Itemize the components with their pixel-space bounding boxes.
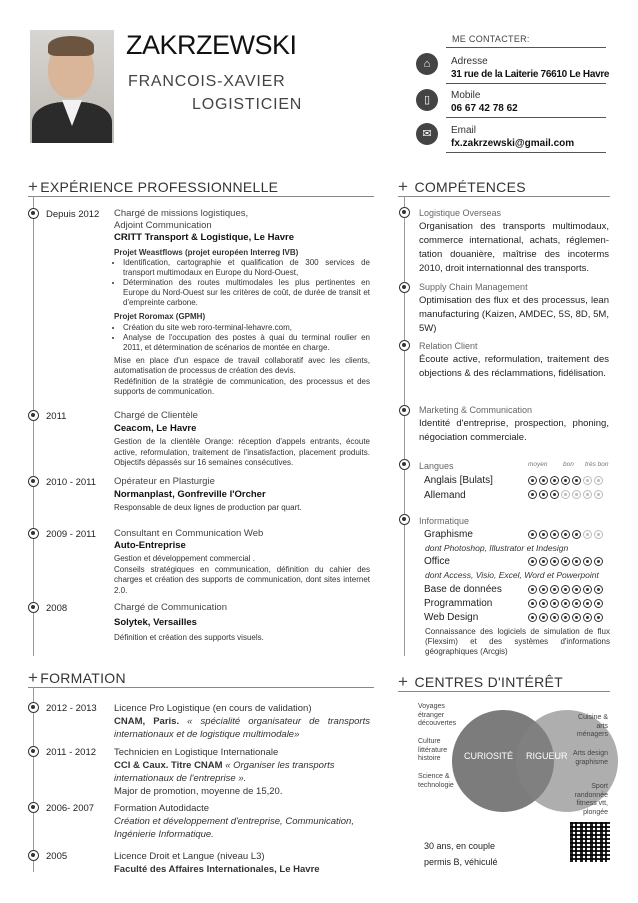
it-note: dont Photoshop, Illustrator et Indesign	[425, 543, 569, 553]
rating-dot	[583, 476, 592, 485]
rating-dot	[550, 490, 559, 499]
rating-dot	[539, 490, 548, 499]
address-label: Adresse	[451, 56, 488, 67]
rating-dot	[572, 599, 581, 608]
email-value[interactable]: fx.zakrzewski@gmail.com	[451, 138, 575, 149]
scale-label-bon: bon	[563, 461, 574, 468]
section-title-skills: + COMPÉTENCES	[398, 177, 526, 196]
rating-dot	[583, 530, 592, 539]
venn-label-rigueur: RIGUEUR	[526, 751, 568, 761]
experience-desc: Responsable de deux lignes de production par quart.	[114, 503, 302, 512]
rating-dot	[561, 476, 570, 485]
rating-dot	[528, 530, 537, 539]
experience-company: Solytek, Versailles	[114, 616, 197, 628]
it-skill-name: Programmation	[424, 598, 493, 609]
rating-dot	[572, 476, 581, 485]
rating-dot	[539, 557, 548, 566]
personal-info: permis B, véhiculé	[424, 857, 498, 867]
rating-dots	[528, 599, 603, 609]
rating-dot	[550, 476, 559, 485]
rating-dot	[528, 490, 537, 499]
education-detail: « spécialité organisateur de transports internationaux et de logistique multimodale»	[114, 716, 370, 740]
experience-desc: Gestion et développement commercial .	[114, 554, 255, 563]
rating-dot	[528, 599, 537, 608]
rating-dot	[550, 613, 559, 622]
skill-entry	[419, 341, 609, 381]
rating-dot	[594, 557, 603, 566]
skill-title: Logistique Overseas	[419, 208, 502, 218]
rating-dot	[594, 476, 603, 485]
section-title-experience: + EXPÉRIENCE PROFESSIONNELLE	[28, 177, 279, 196]
rating-dot	[528, 557, 537, 566]
experience-date: Depuis 2012	[46, 209, 100, 220]
experience-company: CRITT Transport & Logistique, Le Havre	[114, 232, 294, 243]
it-skill-name: Graphisme	[424, 529, 473, 540]
timeline-dot	[399, 282, 410, 293]
skill-desc: Écoute active, reformulation, traitement des objections & des réclammations, fidélisation.	[419, 354, 609, 379]
email-label: Email	[451, 125, 477, 136]
it-skill-name: Office	[424, 556, 450, 567]
skill-title: Marketing & Communication	[419, 405, 533, 415]
it-skill-name: Web Design	[424, 612, 479, 623]
rating-dot	[561, 599, 570, 608]
divider	[28, 196, 374, 197]
project-title: Projet Weastflows (projet européen Interreg IVB)	[114, 247, 299, 257]
interest-text: Culture littérature histoire	[418, 738, 448, 762]
rating-dot	[550, 557, 559, 566]
home-icon: ⌂	[416, 53, 438, 75]
education-note: Major de promotion, moyenne de 15,20.	[114, 786, 283, 797]
timeline-line	[33, 196, 34, 656]
interest-text: Sport randonnée fitness vtt, plongée	[574, 783, 608, 816]
experience-desc: Redéfinition de la stratégie de communication, des processus et des supports de communication.	[114, 376, 370, 396]
education-degree: Technicien en Logistique Internationale	[114, 747, 279, 758]
skill-entry	[419, 208, 609, 276]
divider	[446, 83, 606, 84]
project-title: Projet Roromax (GPMH)	[114, 312, 206, 321]
divider	[446, 117, 606, 118]
language-name: Anglais [Bulats]	[424, 475, 493, 486]
timeline-dot	[28, 746, 39, 757]
rating-dot	[572, 613, 581, 622]
profile-photo	[30, 30, 114, 143]
education-detail: Création et développement d'entreprise, Communication, Ingénierie Informatique.	[114, 816, 354, 840]
list-item: • Analyse de l'occupation des postes à quai du terminal roulier en 2011, et détermination de scénarios de montée en charge.	[123, 333, 370, 353]
timeline-dot	[399, 340, 410, 351]
education-date: 2005	[46, 851, 68, 862]
skill-title: Supply Chain Management	[419, 282, 528, 292]
rating-dot	[528, 476, 537, 485]
rating-dot	[550, 585, 559, 594]
personal-info: 30 ans, en couple	[424, 841, 496, 851]
rating-dot	[561, 557, 570, 566]
it-note: dont Access, Visio, Excel, Word et Powerpoint	[425, 570, 599, 580]
experience-entry	[114, 410, 370, 469]
rating-dot	[528, 613, 537, 622]
venn-label-curiosite: CURIOSITÉ	[464, 751, 514, 761]
mobile-label: Mobile	[451, 90, 481, 101]
experience-desc: Définition et création des supports visuels.	[114, 633, 264, 642]
education-date: 2012 - 2013	[46, 703, 97, 714]
education-degree: Formation Autodidacte	[114, 803, 210, 814]
experience-entry	[114, 476, 370, 514]
interest-text: Science & technologie	[418, 773, 454, 789]
experience-desc: Mise en place d'un espace de travail collaboratif avec les clients, automatisation de processus de création des devis.	[114, 355, 370, 375]
scale-label-moyen: moyen	[528, 461, 548, 468]
rating-dot	[539, 476, 548, 485]
rating-dots	[528, 490, 603, 500]
divider	[446, 152, 606, 153]
address-value: 31 rue de la Laiterie 76610 Le Havre	[451, 69, 610, 80]
education-school: CCI & Caux. Titre CNAM	[114, 760, 223, 771]
experience-date: 2011	[46, 411, 67, 422]
divider	[398, 691, 610, 692]
rating-dot	[572, 530, 581, 539]
rating-dots	[528, 557, 603, 567]
skill-desc: Optimisation des flux et des processus, lean manufacturing (Kaizen, AMDEC, 5S, 8D, 5M, 5W)	[419, 295, 609, 334]
list-item[interactable]: • Création du site web roro-terminal-lehavre.com,	[123, 323, 370, 333]
timeline-dot	[28, 528, 39, 539]
timeline-dot	[399, 459, 410, 470]
job-title: LOGISTICIEN	[192, 96, 303, 113]
it-title: Informatique	[419, 516, 470, 526]
mobile-value[interactable]: 06 67 42 78 62	[451, 103, 518, 114]
languages-title: Langues	[419, 461, 454, 471]
education-detail: « Organiser les transports internationaux de l'entreprise ».	[114, 760, 335, 784]
education-degree: Licence Pro Logistique (en cours de validation)	[114, 703, 312, 714]
it-skill-name: Base de données	[424, 584, 502, 595]
rating-dot	[594, 599, 603, 608]
section-title-education: + FORMATION	[28, 668, 126, 687]
rating-dot	[550, 530, 559, 539]
rating-dots	[528, 613, 603, 623]
rating-dot	[539, 613, 548, 622]
interest-text: Arts design graphisme	[572, 750, 608, 766]
experience-entry	[114, 208, 370, 398]
divider	[398, 196, 610, 197]
language-name: Allemand	[424, 490, 466, 501]
timeline-dot	[28, 702, 39, 713]
rating-dot	[561, 490, 570, 499]
list-item: • Identification, cartographie et qualification de 300 services de transport multimodaux en Europe du Nord-Ouest,	[123, 258, 370, 278]
experience-entry	[114, 528, 370, 596]
rating-dot	[583, 599, 592, 608]
education-entry	[114, 746, 370, 798]
mobile-phone-icon: ▯	[416, 89, 438, 111]
rating-dot	[583, 490, 592, 499]
education-entry	[114, 702, 370, 741]
education-entry	[114, 802, 370, 841]
divider	[28, 687, 374, 688]
rating-dots	[528, 530, 603, 540]
experience-company: Normanplast, Gonfreville l'Orcher	[114, 488, 266, 500]
experience-role: Chargé de missions logistiques,	[114, 208, 249, 219]
experience-date: 2010 - 2011	[46, 477, 97, 488]
rating-dot	[539, 585, 548, 594]
rating-dot	[583, 613, 592, 622]
rating-dot	[583, 585, 592, 594]
it-note: Connaissance des logiciels de simulation de flux (Flexsim) et des systèmes d'informations géographiques (Arcgis)	[425, 627, 610, 656]
interest-text: Cuisine & arts ménagers	[576, 714, 608, 738]
first-name: FRANCOIS-XAVIER	[128, 73, 286, 90]
experience-desc: Conseils stratégiques en communication, définition du cahier des charges et création des supports de communication, dont sites internet 2.0.	[114, 564, 370, 595]
education-date: 2006- 2007	[46, 803, 95, 814]
experience-role: Adjoint Communication	[114, 219, 212, 231]
rating-dot	[583, 557, 592, 566]
timeline-line	[33, 687, 34, 872]
skill-entry	[419, 282, 609, 336]
education-entry	[114, 850, 370, 876]
rating-dot	[594, 530, 603, 539]
rating-dot	[594, 585, 603, 594]
timeline-dot	[28, 802, 39, 813]
rating-dot	[561, 585, 570, 594]
rating-dot	[561, 530, 570, 539]
experience-company: Ceacom, Le Havre	[114, 422, 197, 434]
rating-dot	[572, 557, 581, 566]
list-item: • Détermination des routes multimodales les plus pertinentes en Europe du Nord-Ouest sur les critères de coût, de durée de transit et d'empreinte carbone.	[123, 278, 370, 308]
rating-dot	[539, 530, 548, 539]
timeline-dot	[399, 514, 410, 525]
contact-heading: ME CONTACTER:	[452, 34, 530, 44]
scale-label-tres-bon: très bon	[585, 461, 609, 468]
education-date: 2011 - 2012	[46, 747, 97, 758]
experience-role: Consultant en Communication Web	[114, 528, 264, 539]
rating-dot	[528, 585, 537, 594]
experience-desc: Gestion de la clientèle Orange: réception d'appels entrants, écoute active, reformulation, traitement de l'insatisfaction, placement produits. Objectifs dépassés sur 16 semaines consécutives.	[114, 437, 370, 467]
skill-title: Relation Client	[419, 341, 478, 351]
skill-desc: Identité d'entreprise, prospection, phoning, négociation commerciale.	[419, 418, 609, 443]
education-school: CNAM, Paris.	[114, 716, 180, 727]
timeline-dot	[28, 208, 39, 219]
rating-dot	[539, 599, 548, 608]
timeline-dot	[28, 602, 39, 613]
experience-entry	[114, 602, 370, 644]
experience-role: Opérateur en Plasturgie	[114, 476, 215, 487]
education-school: Faculté des Affaires Internationales, Le Havre	[114, 864, 320, 875]
rating-dots	[528, 476, 603, 486]
experience-role: Chargé de Communication	[114, 602, 228, 613]
skill-entry	[419, 405, 609, 445]
rating-dot	[594, 613, 603, 622]
qr-code[interactable]	[570, 822, 610, 862]
experience-role: Chargé de Clientèle	[114, 410, 198, 421]
last-name: ZAKRZEWSKI	[126, 30, 297, 60]
timeline-dot	[28, 476, 39, 487]
experience-company: Auto-Entreprise	[114, 539, 186, 551]
section-title-interests: + CENTRES D'INTÉRÊT	[398, 672, 563, 691]
rating-dots	[528, 585, 603, 595]
experience-date: 2008	[46, 603, 68, 614]
rating-dot	[561, 613, 570, 622]
interest-text: Voyages étranger découvertes	[418, 703, 457, 727]
divider	[446, 47, 606, 48]
rating-dot	[550, 599, 559, 608]
timeline-dot	[399, 405, 410, 416]
email-icon: ✉	[416, 123, 438, 145]
timeline-dot	[28, 850, 39, 861]
timeline-line	[404, 196, 405, 656]
timeline-dot	[399, 207, 410, 218]
skill-desc: Organisation des transports multimodaux, commerce international, achats, réglemen-tation douanière, maîtrise des incoterms 2010, droit internationnal des transports.	[419, 221, 609, 274]
experience-date: 2009 - 2011	[46, 529, 97, 540]
timeline-dot	[28, 410, 39, 421]
rating-dot	[572, 585, 581, 594]
rating-dot	[594, 490, 603, 499]
rating-dot	[572, 490, 581, 499]
education-degree: Licence Droit et Langue (niveau L3)	[114, 851, 265, 862]
